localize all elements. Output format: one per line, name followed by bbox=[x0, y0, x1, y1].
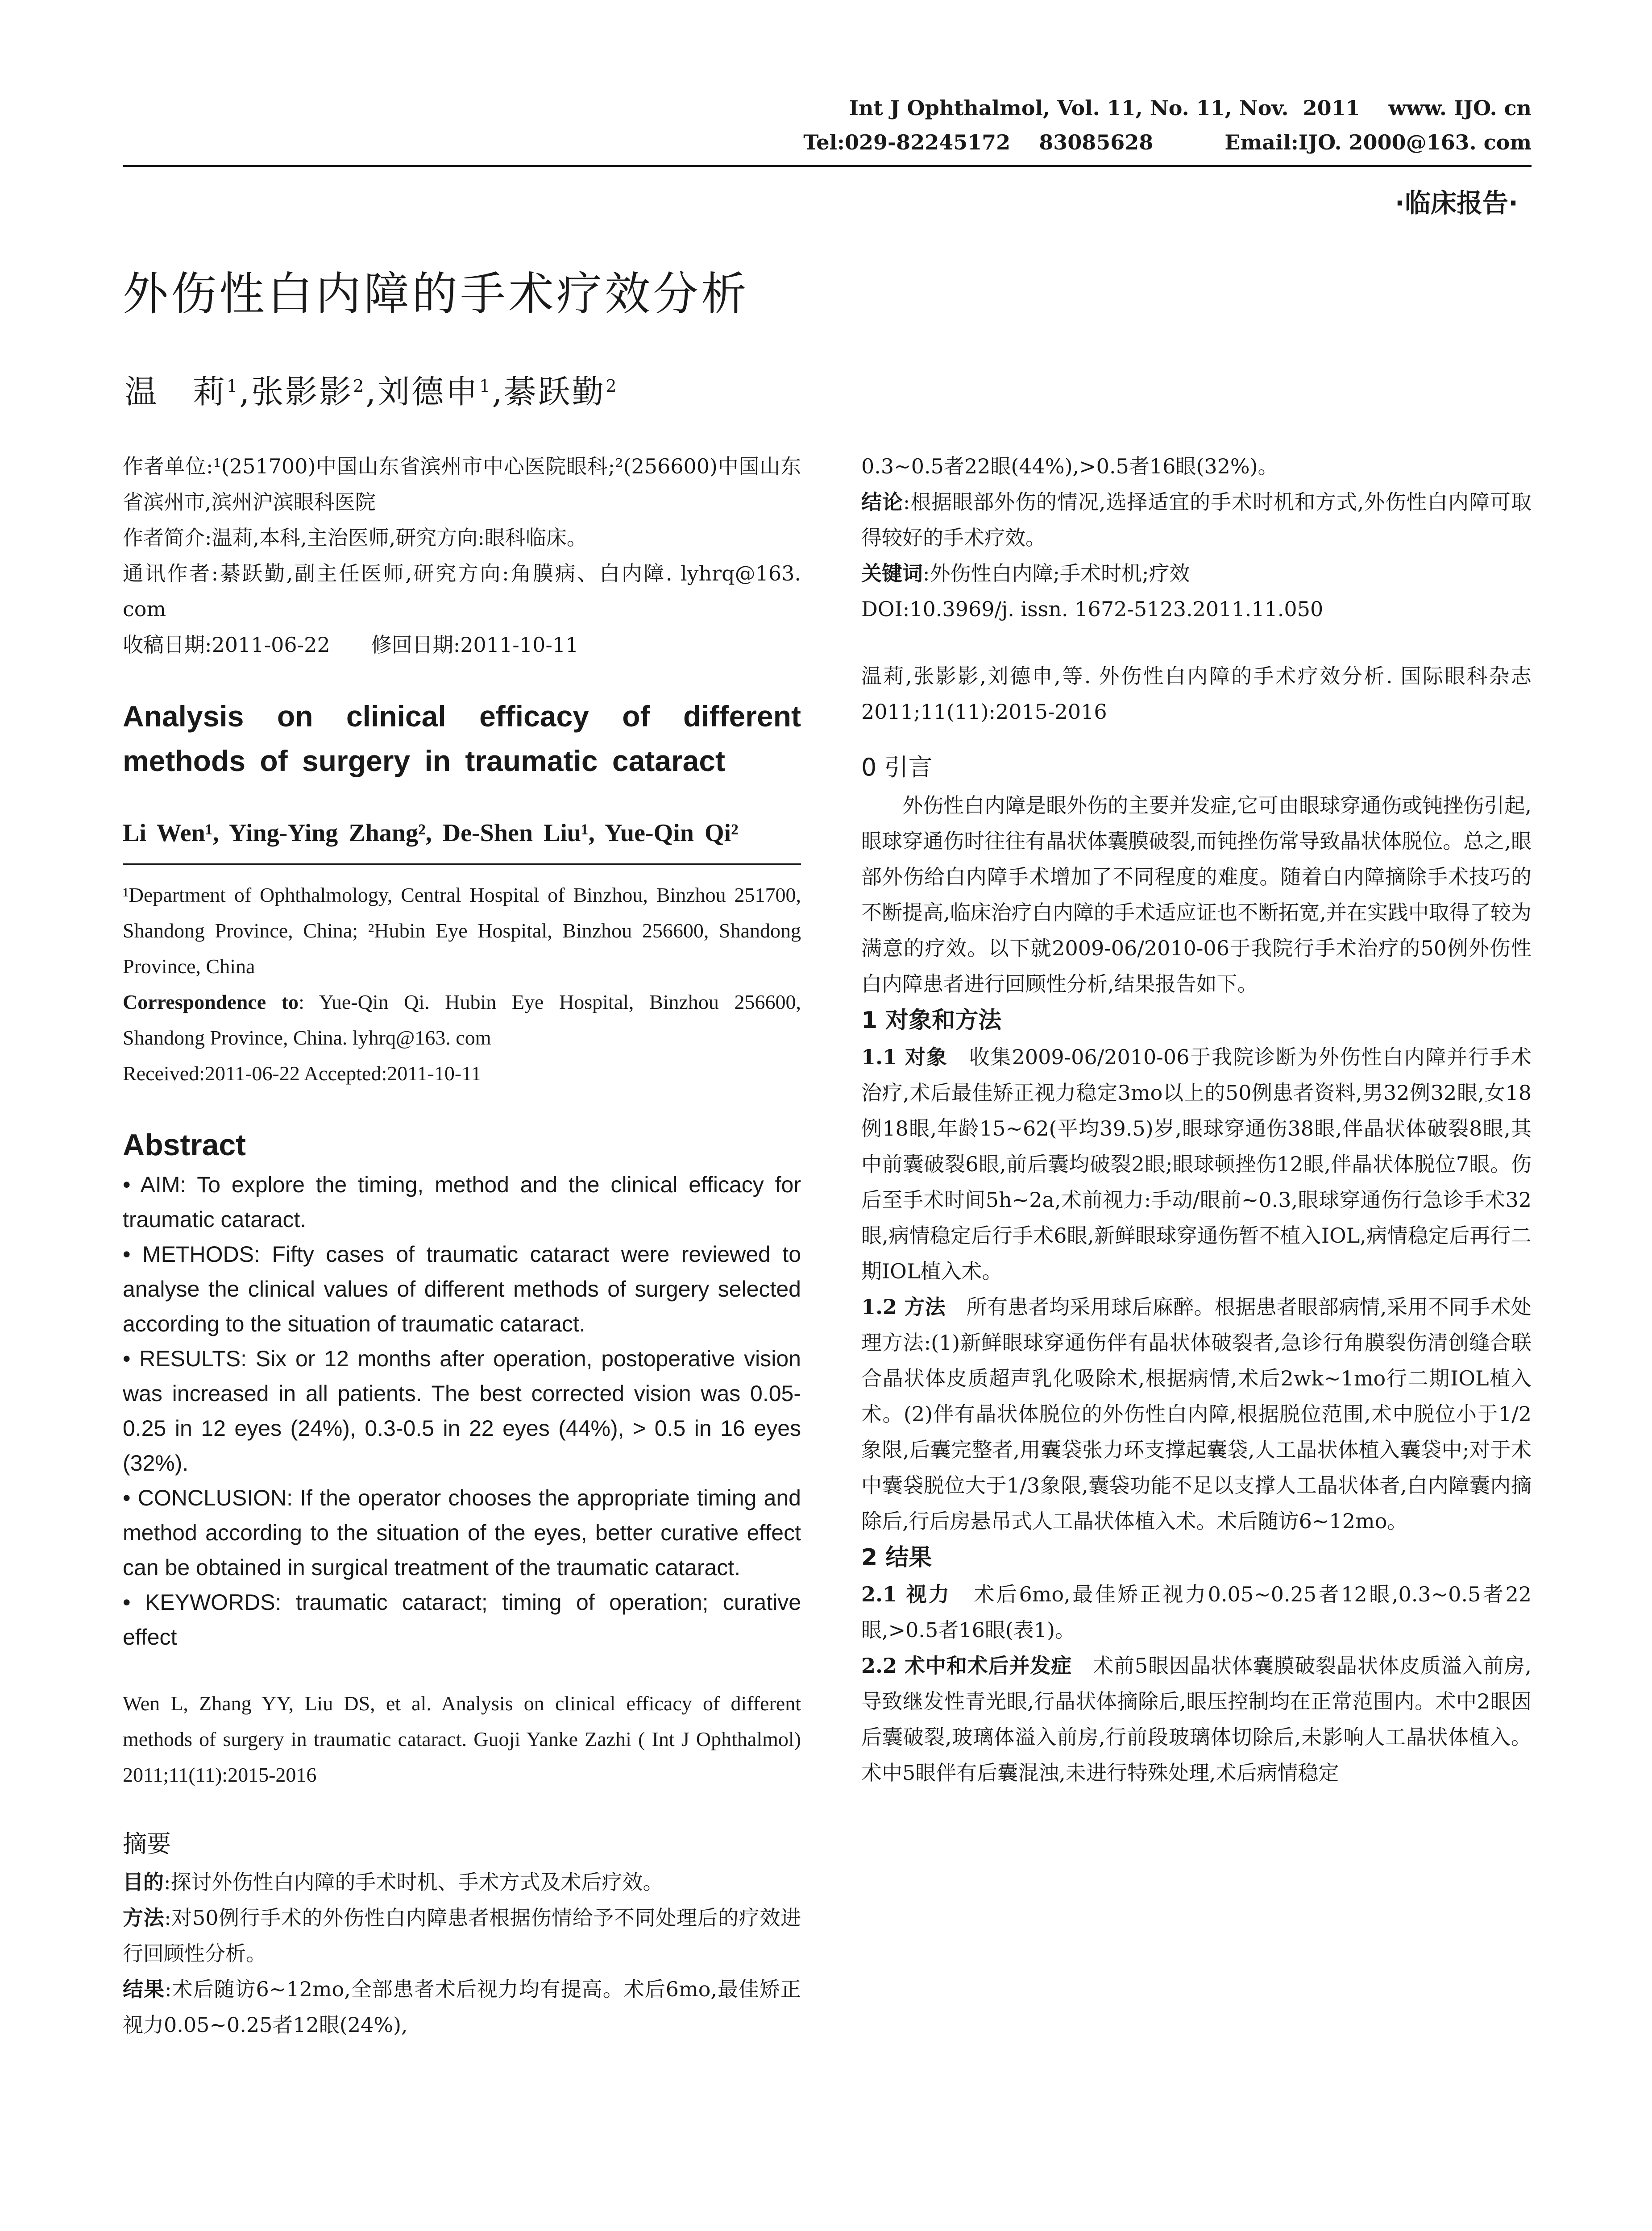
section-2-2-label: 2.2 术中和术后并发症 bbox=[861, 1654, 1072, 1678]
cn-method-label: 方法 bbox=[123, 1906, 165, 1930]
english-title: Analysis on clinical efficacy of different methods of surgery in traumatic cataract bbox=[123, 700, 801, 777]
section-2-1-text: 术后6mo,最佳矫正视力0.05~0.25者12眼,0.3~0.5者22眼,>0.5者16眼(表1)。 bbox=[861, 1582, 1532, 1642]
section-2-2-text: 术前5眼因晶状体囊膜破裂晶状体皮质溢入前房,导致继发性青光眼,行晶状体摘除后,眼压控制均在正常范围内。术中2眼因后囊破裂,玻璃体溢入前房,行前段玻璃体切除后,未影响人工晶状体植入。术中5眼伴有后囊混浊,未进行特殊处理,术后病情稳定 bbox=[861, 1654, 1532, 1785]
cn-abstract-heading: 摘要 bbox=[123, 1830, 171, 1858]
english-authors: Li Wen¹, Ying-Ying Zhang², De-Shen Liu¹, Yue-Qin Qi² bbox=[123, 819, 739, 847]
author-affil-sup: 1 bbox=[227, 376, 240, 396]
cn-result-label: 结果 bbox=[123, 1977, 165, 2001]
cn-result bbox=[123, 1971, 801, 2043]
cn-method bbox=[123, 1900, 801, 1971]
section-1-1 bbox=[861, 1039, 1532, 1289]
abstract-results: • RESULTS: Six or 12 months after operation, postoperative vision was increased in all patients. The best corrected vision was 0.05-0.25 in 12 eyes (24%), 0.3-0.5 in 22 eyes (44%), > 0.5 in 16 eyes (32%). bbox=[123, 1346, 801, 1476]
received-dates-en: Received:2011-06-22 Accepted:2011-10-11 bbox=[123, 1062, 481, 1085]
section-2-2 bbox=[861, 1648, 1532, 1791]
cn-result-continued: 0.3~0.5者22眼(44%),>0.5者16眼(32%)。 bbox=[861, 454, 1278, 478]
author-affil-sup: 2 bbox=[353, 376, 366, 396]
right-column bbox=[861, 448, 1532, 1791]
author-affil-sup: 2 bbox=[606, 376, 618, 396]
abstract-aim: • AIM: To explore the timing, method and the clinical efficacy for traumatic cataract. bbox=[123, 1172, 801, 1232]
cn-keywords-label: 关键词 bbox=[861, 561, 923, 585]
intro-paragraph: 外伤性白内障是眼外伤的主要并发症,它可由眼球穿通伤或钝挫伤引起,眼球穿通伤时往往有晶状体囊膜破裂,而钝挫伤常导致晶状体脱位。总之,眼部外伤给白内障手术增加了不同程度的难度。随着白内障摘除手术技巧的不断提高,临床治疗白内障的手术适应证也不断拓宽,并在实践中取得了较为满意的疗效。以下就2009-06/2010-06于我院行手术治疗的50例外伤性白内障患者进行回顾性分析,结果报告如下。 bbox=[861, 793, 1532, 996]
corresponding-author: 通讯作者:綦跃勤,副主任医师,研究方向:角膜病、白内障. lyhrq@163. com bbox=[123, 561, 801, 621]
results-heading: 2 结果 bbox=[861, 1544, 932, 1571]
author-name: ,綦跃勤 bbox=[492, 373, 606, 411]
author-name: ,张影影 bbox=[239, 373, 353, 411]
doi: DOI:10.3969/j. issn. 1672-5123.2011.11.050 bbox=[861, 597, 1324, 621]
author-affil-sup: 1 bbox=[479, 376, 492, 396]
cn-objective-label: 目的 bbox=[123, 1870, 164, 1894]
cn-keywords bbox=[861, 556, 1532, 591]
intro-heading: 0 引言 bbox=[861, 753, 933, 781]
cn-keywords-text: :外伤性白内障;手术时机;疗效 bbox=[923, 561, 1190, 585]
cn-result-text: :术后随访6~12mo,全部患者术后视力均有提高。术后6mo,最佳矫正视力0.05~0.25者12眼(24%), bbox=[123, 1977, 801, 2037]
correspondence-label: Correspondence to bbox=[123, 991, 299, 1013]
correspondence-text: : Yue-Qin Qi. Hubin Eye Hospital, Binzhou 256600, Shandong Province, China. lyhrq@163. com bbox=[123, 991, 801, 1049]
methods-heading: 1 对象和方法 bbox=[861, 1007, 1002, 1034]
article-title: 外伤性白内障的手术疗效分析 bbox=[123, 268, 749, 321]
section-1-1-text: 收集2009-06/2010-06于我院诊断为外伤性白内障并行手术治疗,术后最佳矫正视力稳定3mo以上的50例患者资料,男32例32眼,女18例18眼,年龄15~62(平均39.5)岁,眼球穿通伤38眼,伴晶状体破裂8眼,其中前囊破裂6眼,前后囊均破裂2眼;眼球顿挫伤12眼,伴晶状体脱位7眼。伤后至手术时间5h~2a,术前视力:手动/眼前~0.3,眼球穿通伤行急诊手术32眼,病情稳定后行手术6眼,新鲜眼球穿通伤暂不植入IOL,病情稳定后再行二期IOL植入术。 bbox=[861, 1045, 1532, 1283]
cn-conclusion bbox=[861, 484, 1532, 556]
cn-objective-text: :探讨外伤性白内障的手术时机、手术方式及术后疗效。 bbox=[164, 1870, 664, 1894]
abstract-methods: • METHODS: Fifty cases of traumatic cataract were reviewed to analyse the clinical values of different methods of surgery selected according to the situation of traumatic cataract. bbox=[123, 1242, 801, 1336]
section-1-2 bbox=[861, 1289, 1532, 1539]
english-affiliation: ¹Department of Ophthalmology, Central Hospital of Binzhou, Binzhou 251700, Shandong Province, China; ²Hubin Eye Hospital, Binzhou 256600, Shandong Province, China bbox=[123, 883, 801, 978]
correspondence bbox=[123, 984, 801, 1056]
author-bio: 作者简介:温莉,本科,主治医师,研究方向:眼科临床。 bbox=[123, 526, 587, 550]
header-rule bbox=[123, 165, 1532, 167]
cn-conclusion-text: :根据眼部外伤的情况,选择适宜的手术时机和方式,外伤性白内障可取得较好的手术疗效。 bbox=[861, 490, 1532, 550]
cn-objective bbox=[123, 1864, 801, 1900]
section-2-1 bbox=[861, 1576, 1532, 1648]
left-column bbox=[123, 448, 801, 2043]
section-1-2-text: 所有患者均采用球后麻醉。根据患者眼部病情,采用不同手术处理方法:(1)新鲜眼球穿通伤伴有晶状体破裂者,急诊行角膜裂伤清创缝合联合晶状体皮质超声乳化吸除术,根据病情,术后2wk~1mo行二期IOL植入术。(2)伴有晶状体脱位的外伤性白内障,根据脱位范围,术中脱位小于1/2象限,后囊完整者,用囊袋张力环支撑起囊袋,人工晶状体植入囊袋中;对于术中囊袋脱位大于1/3象限,囊袋功能不足以支撑人工晶状体者,白内障囊内摘除后,行后房悬吊式人工晶状体植入术。术后随访6~12mo。 bbox=[861, 1295, 1532, 1533]
abstract-conclusion: • CONCLUSION: If the operator chooses the appropriate timing and method according to the situation of the eyes, better curative effect can be obtained in surgical treatment of the traumatic cataract. bbox=[123, 1485, 801, 1580]
author-name: ,刘德申 bbox=[365, 373, 480, 411]
abstract-heading: Abstract bbox=[123, 1128, 246, 1162]
author-name: 温 莉 bbox=[125, 373, 227, 411]
cn-conclusion-label: 结论 bbox=[861, 490, 903, 514]
journal-header-line2: Tel:029-82245172 83085628 Email:IJO. 2000@163. com bbox=[803, 130, 1532, 154]
author-rule bbox=[123, 863, 801, 865]
section-1-2-label: 1.2 方法 bbox=[861, 1295, 946, 1319]
section-1-1-label: 1.1 对象 bbox=[861, 1045, 948, 1069]
journal-header-line1: Int J Ophthalmol, Vol. 11, No. 11, Nov. 2011 www. IJO. cn bbox=[849, 96, 1532, 120]
section-2-1-label: 2.1 视力 bbox=[861, 1582, 951, 1606]
abstract-keywords: • KEYWORDS: traumatic cataract; timing of operation; curative effect bbox=[123, 1590, 801, 1650]
cn-citation: 温莉,张影影,刘德申,等. 外伤性白内障的手术疗效分析. 国际眼科杂志 2011;11(11):2015-2016 bbox=[861, 664, 1532, 724]
section-tag: ·临床报告· bbox=[1395, 188, 1518, 218]
english-citation: Wen L, Zhang YY, Liu DS, et al. Analysis on clinical efficacy of different methods of surgery in traumatic cataract. Guoji Yanke Zazhi ( Int J Ophthalmol) 2011;11(11):2015-2016 bbox=[123, 1692, 801, 1786]
author-list bbox=[125, 366, 618, 412]
author-affiliation-cn: 作者单位:¹(251700)中国山东省滨州市中心医院眼科;²(256600)中国山东省滨州市,滨州沪滨眼科医院 bbox=[123, 454, 801, 514]
cn-method-text: :对50例行手术的外伤性白内障患者根据伤情给予不同处理后的疗效进行回顾性分析。 bbox=[123, 1906, 801, 1966]
received-dates-cn: 收稿日期:2011-06-22 修回日期:2011-10-11 bbox=[123, 633, 579, 657]
